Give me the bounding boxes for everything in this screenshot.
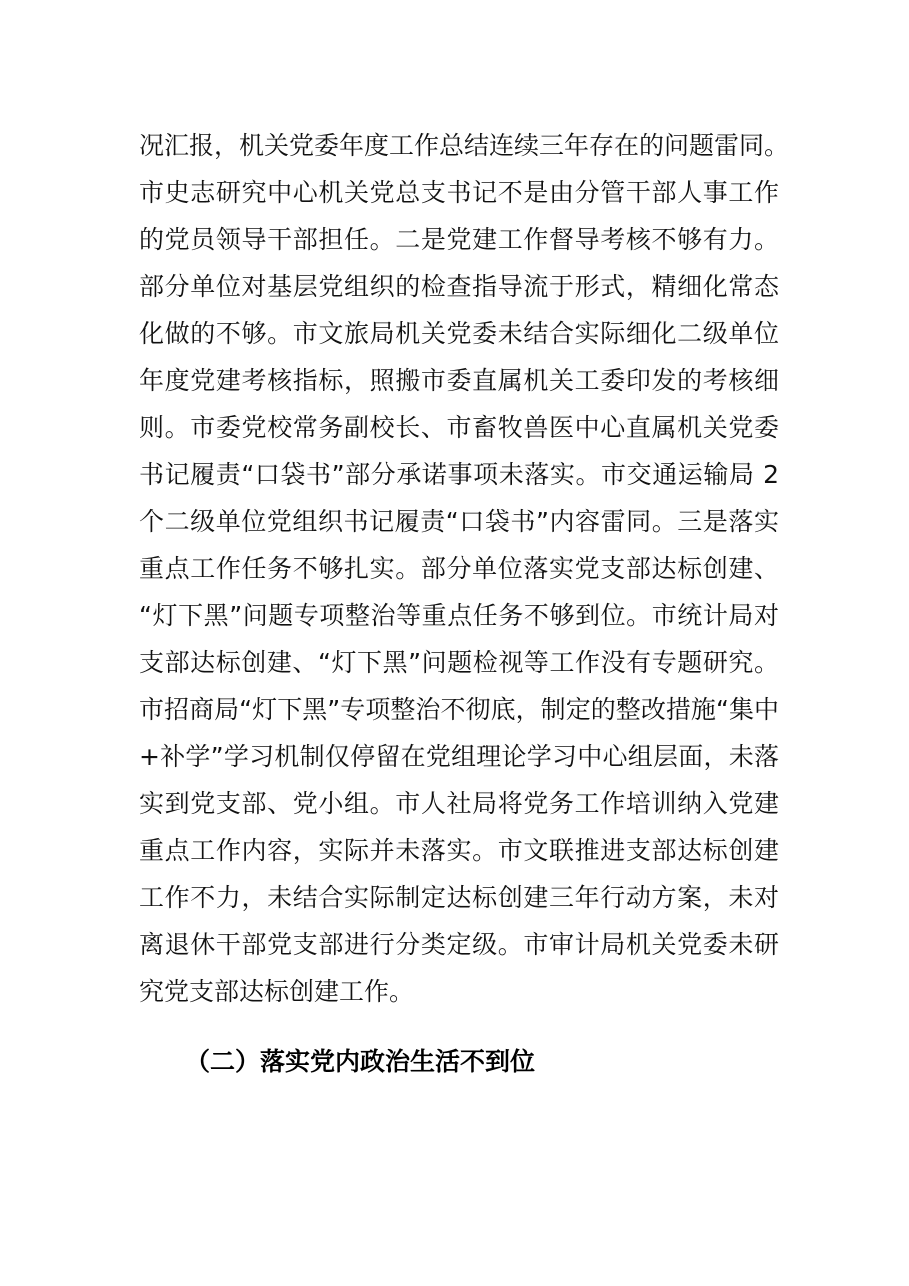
body-paragraph	[139, 122, 790, 1015]
paragraph-line: 市招商局“灯下黑”专项整治不彻底，制定的整改措施“集中	[139, 695, 779, 724]
paragraph-line: 实到党支部、党小组。市人社局将党务工作培训纳入党建	[139, 789, 779, 818]
paragraph-line: 工作不力，未结合实际制定达标创建三年行动方案，未对	[139, 883, 779, 912]
paragraph-line: 支部达标创建、“灯下黑”问题检视等工作没有专题研究。	[139, 648, 779, 677]
paragraph-line: “灯下黑”问题专项整治等重点任务不够到位。市统计局对	[139, 601, 779, 630]
paragraph-line: 书记履责“口袋书”部分承诺事项未落实。市交通运输局 2	[139, 460, 779, 489]
paragraph-line: 重点工作内容，实际并未落实。市文联推进支部达标创建	[139, 836, 779, 865]
paragraph-line: +补学”学习机制仅停留在党组理论学习中心组层面，未落	[139, 742, 779, 771]
paragraph-last-line: 究党支部达标创建工作。	[139, 977, 415, 1006]
paragraph-line: 离退休干部党支部进行分类定级。市审计局机关党委未研	[139, 930, 779, 959]
paragraph-line: 市史志研究中心机关党总支书记不是由分管干部人事工作	[139, 178, 779, 207]
section-heading: （二）落实党内政治生活不到位	[185, 1047, 536, 1076]
paragraph-line: 重点工作任务不够扎实。部分单位落实党支部达标创建、	[139, 554, 779, 583]
paragraph-line: 个二级单位党组织书记履责“口袋书”内容雷同。三是落实	[139, 507, 779, 536]
paragraph-line: 的党员领导干部担任。二是党建工作督导考核不够有力。	[139, 225, 779, 254]
paragraph-line: 化做的不够。市文旅局机关党委未结合实际细化二级单位	[139, 319, 779, 348]
paragraph-line: 年度党建考核指标，照搬市委直属机关工委印发的考核细	[139, 366, 779, 395]
paragraph-line: 况汇报，机关党委年度工作总结连续三年存在的问题雷同。	[139, 131, 790, 160]
paragraph-line: 部分单位对基层党组织的检查指导流于形式，精细化常态	[139, 272, 779, 301]
paragraph-line: 则。市委党校常务副校长、市畜牧兽医中心直属机关党委	[139, 413, 779, 442]
